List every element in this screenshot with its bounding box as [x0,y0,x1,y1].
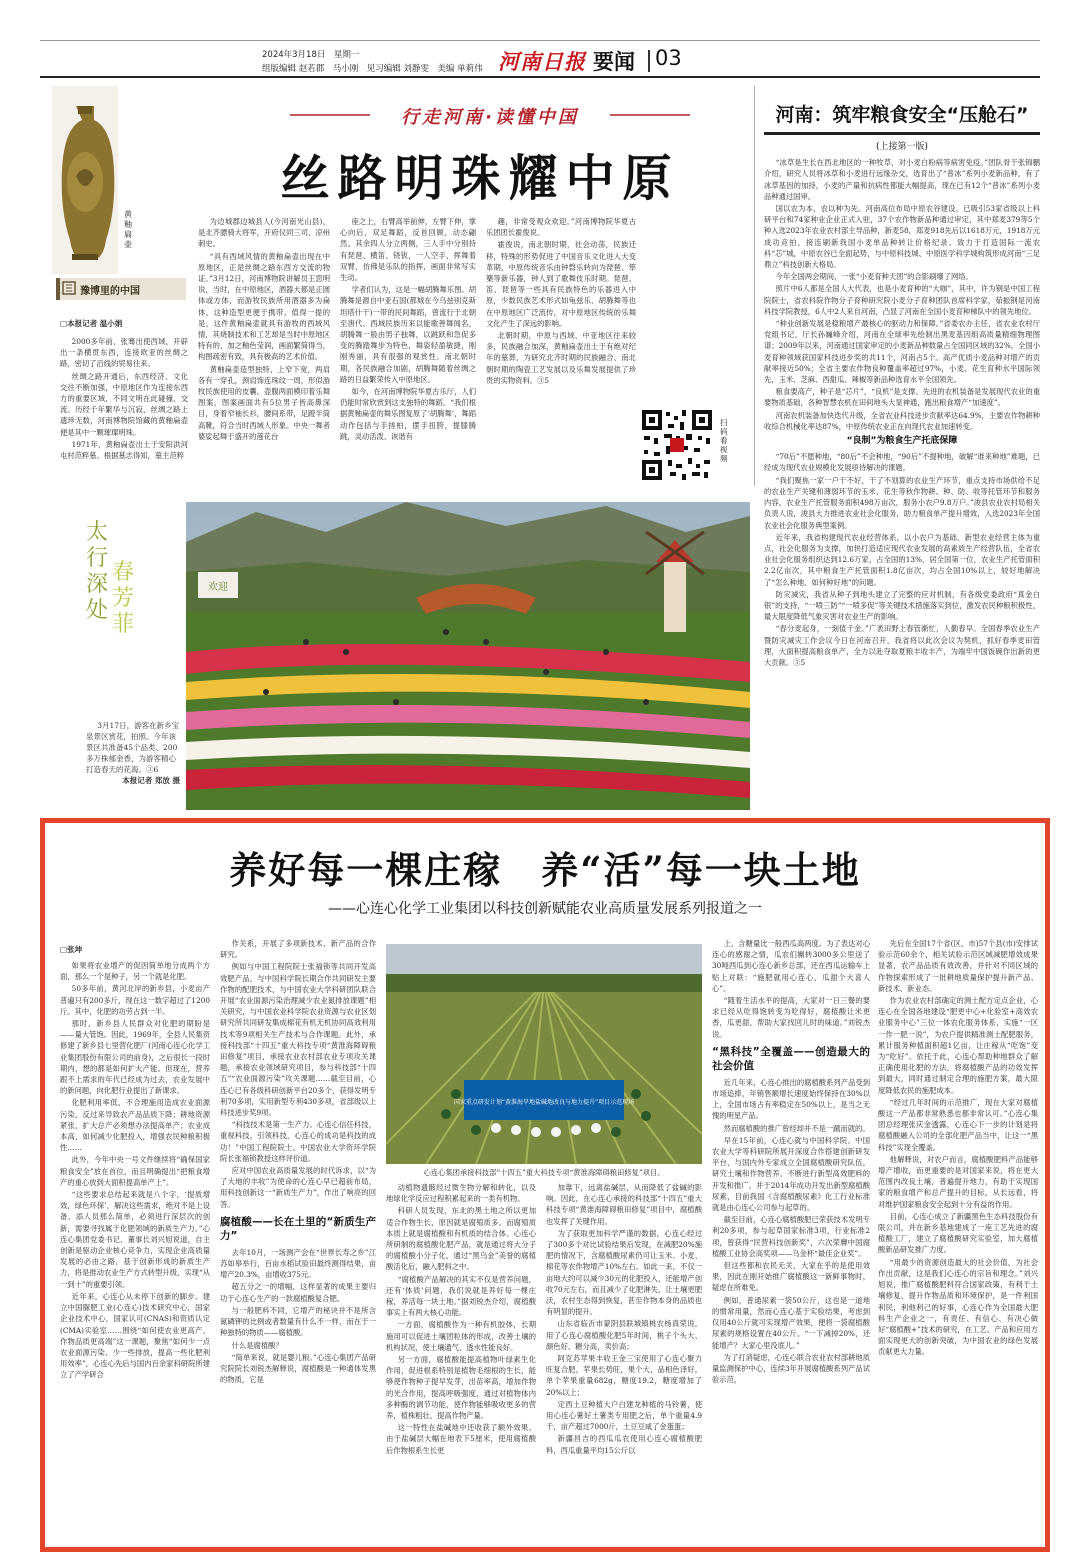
paragraph: 去年10月，一场测产会在“世界长寿之乡”江苏如皋举行，百亩水稻试验田最终测得结果，亩增产20.3%，亩增收375元。 [220,1247,376,1280]
section-subhead: 腐植酸——长在土里的“新质生产力” [220,1215,376,1242]
caption-text: 3月17日，游客在新乡宝泉景区赏花，拍照。今年该景区共准备45个品类、200多万株郁金香，为游客精心打造春天的花海。③6 [86,721,180,774]
park-sign-text: 欢迎 [208,582,228,593]
paragraph: 作关系，开展了多项新技术、新产品的合作研究。 [220,939,376,960]
paragraph: 截至目前，心连心腐植酸肥已荣获技术发明专利20多项，参与起草国家标准3项，行业标准2项，曾获得“民营科技创新奖”，六次荣膺中国腐植酸工业协会高奖项——乌金杯“最佳企业奖”。 [712,1215,870,1258]
paragraph: 北朝时期，中原与西域、中亚地区往来较多，民族融合加深，黄釉扁壶出土于有绝对纪年的墓葬，为研究北齐时期的民族融合、南北朝时期的陶瓷工艺发展以及乐舞发展提供了珍贵的实物资料。③5 [486,331,636,385]
article2-title: 养好每一棵庄稼 养“活”每一块土地 [229,848,861,892]
paragraph: 今年全国两会期间，一张“小麦育种天团”的合影刷爆了网络。 [775,272,973,282]
right-subhead: “良制”为粮食生产托底保障 [846,436,958,447]
paragraph: 为边城郡边城县人(今河南光山县)，是北齐骠骑大将军，开府仪同三司、凉州刺史。 [198,217,330,249]
paragraph: 应对中国农业高质量发展的时代诉求，以“为了大地的丰收”为使命的心连心早已超前布局，用科技创新这一“新质生产力”，作出了响亮的回答。 [220,1166,376,1209]
photo-title-a: 太行深处 [86,520,109,623]
column-ribbon-text: 豫博里的中国 [80,286,140,297]
paragraph: 丝绸之路开通后，东西经济、文化交往不断加强，中原地区作为连接东西方的重要区域，不同文明在此碰撞、交流。历经千年繁华与沉寂，丝绸之路上遗珍无数，河南博物院馆藏的黄釉扁壶便是其中一颗璀璨明珠。 [60,371,188,437]
photo-credit: 本报记者 郑放 摄 [122,776,180,785]
paragraph: 另一方面，腐植酸能提高植物叶绿素生化作用，促进根系特别是植物毛细根的生长，能够使作物种子提早发芽，出苗率高，增加作物的光合作用，提高呼吸强度，通过对植物体内多种酶的调节功能，使作物能够吸收更多的营养，植株粗壮，提高作物产量。 [386,1355,536,1421]
paragraph: 超五分之一的增幅，这样显著的成果主要归功于心连心生产的一款腐植酸复合肥。 [220,1282,376,1303]
article2-col1 [60,960,210,1542]
article1-col2 [198,216,330,488]
paragraph: 与一般肥料不同，它增产的秘诀并不是所含氮磷钾的比例或者数量有什么不一样，而在于一种独特的物质——腐植酸。 [220,1305,376,1338]
paragraph: 河南农机装备加快迭代升级，全省农业科技进步贡献率达64.9%，主要农作物耕种收综合机械化率达87%，中原传统农业正在向现代农业加速转变。 [764,410,1040,431]
kicker-text: 行走河南·读懂中国 [401,107,579,128]
article2-col4 [546,1182,702,1542]
paragraph: 例如，普通尿素一袋50公斤，这也是一道地的惯常用量，然而心连心基于实验结果，考虑到仅用40公斤就可实现增产效果，便将一袋腐植酸尿素的规格设置在40公斤。“一下减掉20%，还能增产？大家心里没底儿。” [712,1295,870,1350]
article2-col6 [878,938,1038,1542]
paragraph: “科技技术是第一生产力。心连心信任科技，重视科技，引领科技，心连心的成功是科技的成功！”中国工程院院士、中国农业大学资环学院院长张福锁教授这样评价道。 [220,1120,376,1163]
flower-park-photo [186,502,750,810]
header-rule [40,76,1040,78]
top-rule [40,40,1040,41]
article2-col5 [712,938,870,1542]
field-photo-caption: 心连心集团承接科技部“十四五”重大科技专项“黄淮海障碍粮田修复”项目。 [423,1168,665,1177]
column-divider [754,86,755,486]
photo-title-b: 春芳菲 [112,560,135,637]
paragraph: 近几年来，心连心推出的腐植酸系列产品受到市场追捧，年销售额增长速度始终保持在30%以上，全国市场占有率稳定在50%以上，是当之无愧的明星产品。 [712,1077,870,1121]
paragraph: 科研人员发现，东北的黑土地之所以更加适合作物生长，原因就是腐殖质多。而腐殖质本质上就是腐植酸和有机质的结合体。心连心所研制的腐植酸化肥产品，就是通过将大分子的腐植酸小分子化，通过“黑乌金”美誉的腐植酸活化后，融入肥料之中。 [386,1206,536,1272]
paragraph: 什么是腐植酸？ [231,1340,283,1350]
paragraph: 近年来，我省构建现代农业经营体系，以小农户为基础、新型农业经营主体为重点，社会化服务为支撑，加快打造适应现代农业发展的高素质生产经营队伍，全省农业社会化服务组织达到12.6万家，占全国的13%，居全国第一位，农业生产托管面积2.2亿亩次，其中粮食生产托管面积1.8亿亩次，均占全国10%以上，较好地解决了“怎么种地、如何种好地”的问题。 [764,532,1040,587]
banner-text: 国家重点研发计划“黄淮海旱地盐碱地改良与地力提升”项目示范现场 [453,1099,635,1106]
paragraph: 例如与中国工程院院士张福锁等共同开发高效肥产品，与中国科学院长期合作共同研发主要作物的配肥技术，与中国农业大学科研团队联合开展“农业面源污染治理减少农业氮排放课题”相关研究，与中国农业科学院农业资源与农业区划研究所共同研发集成棉花有机无机协同高效利用技术等9项相关生产技术与合作课题。此外，承接科技部“十四五”重大科技专项“黄淮海障碍粮田修复”项目，承接农业农村部农业专项攻关课题，承接农业领域研究项目，参与科技部“十四五”“农业面源污染”攻关课题……截至目前，心连心已有各级科研创新平台20多个，获得发明专利70多项，实用新型专利430多项，省部级以上科技进步奖9项。 [220,962,376,1118]
paragraph: 加靠下，远离盐碱层，从而降低了盐碱的影响。因此，在心连心承接的科技部“十四五”重大科技专项“黄淮海障碍粮田修复”项目中，腐植酸也发挥了关键作用。 [546,1183,702,1226]
continued-note: (上接第一版) [875,142,929,152]
article2-col2 [220,938,376,1542]
byline: □本报记者 温小娟 [60,319,123,328]
paragraph: 作为农业农村部确定的测土配方定点企业，心连心在全国各地建设“肥更中心+化验室+高效农业服务中心”三位一体农化服务体系，实施“一区一作一肥一说”，为农户提供精准测土配肥服务，累计服务种植面积超1亿亩，让庄稼从“吃饱”变为“吃好”。依托于此，心连心帮助种地群众了解正确使用化肥的方法，将腐植酸产品的功效发挥到最大，同时通过制定合理的施肥方案，最大限度降低农民的施肥成本。 [878,996,1038,1095]
paragraph: 然而腐植酸的推广曾经却并不是一蹴而就的。 [723,1123,870,1133]
paragraph: 化肥利用率低，不合理施用造成农业面源污染，反过来导致农产品品质下降；耕地资源紧张，扩大总产必须想办法提高单产；农业成本高，如何减少化肥投入，增强农民种粮积极性…… [60,1098,210,1153]
paragraph: “简单来说，就是婴儿粮。”心连心集团产品研究院院长刘锐杰解释说，腐植酸是一种通体发黑的物质，它是 [220,1352,376,1385]
header-divider [648,50,650,72]
article1-col4 [486,216,636,488]
vase-photo [52,86,118,274]
paragraph: “腐植酸产品解决的其实不仅是营养问题，还有‘体质’问题，我们说就是养好每一棵庄稼，养活每一块土地。”据刘锐杰介绍，腐植酸事实上有两大核心功能。 [386,1274,536,1318]
paragraph: 国以农为本，农以种为先。河南高位布局中原农谷建设，已吸引53家省级以上科研平台和74家种业企业正式入驻，37个农作物新品种通过审定，其中郑麦379等5个种入选2023年农业农村部主导品种，新麦58，郑麦918先后以1618万元，1918万元成功竞拍，接连刷新我国小麦单品种转让价格纪录。致力于打造国际一流农科“芯”城，中原农谷已全面起势，与中原科技城、中原医学科学城构筑形成河南“三足鼎立”科技创新大格局。 [764,204,1040,270]
paragraph: 他解释说，对农户而言，腐植酸肥料产品能够增产增收，而更重要的是对国家来说，将在更大范围内改良土壤，普遍提升地力，有助于实现国家的粮食增产和总产提升的目标，从长远看，将对维护国家粮食安全起到十分有益的作用。 [878,1154,1038,1209]
paragraph: 一方面，腐植酸作为一种有机胶体，长期施用可以促进土壤团粒体的形成，改善土壤的机构状况，使土壤通气、透水性能良好。 [386,1320,536,1352]
vase-caption: 黄釉扁壶 [124,210,132,249]
date-line: 2024年3月18日 星期一 [262,50,360,60]
paragraph: 动植物遗骸经过微生物分解和转化，以及地球化学反应过程积累起来的一类有机物。 [386,1183,536,1204]
paragraph: 目前，心连心成立了新疆黑色生态科技股份有限公司，并在新乡基地建成了一座工艺先进的腐植酸工厂，建立了腐植酸研究实验室，加大腐植酸新品研发推广力度。 [878,1211,1038,1255]
paragraph: 霍俊说，南北朝时期，社会动荡，民族迁移，特殊的形势促进了中国音乐文化进入大变革期，中原传统音乐由钟磬乐转向为琵琶、筚篥等新乐器，钟人到了歌舞伎乐时期。琵琶、笛、琵琶等一些具有民族特色的乐器进入中原，少数民族艺术形式如龟兹乐、胡腾舞等也在中原地区广泛流传，对中原地区传统的乐舞文化产生了深远的影响。 [486,240,636,328]
museum-icon [62,281,76,295]
section-subhead: “黑科技”全覆盖——创造最大的社会价值 [712,1045,870,1072]
paragraph: 2000多年前，张骞出使西域，开辟出一条横贯东西，连接欧亚的丝绸之路，密切了沿线的贸易往来。 [60,337,188,369]
paragraph: “用最少的资源创造最大的社会价值，为社会作出贡献，这是我们心连心的宗旨和理念。”刘兴旭说，推广腐植酸肥料符合国家政策，有利于土壤修复，提升作物品质和环境保护，是一件利国利民，利他利己的好事，心连心作为全国最大肥料生产企业之一，有责任、有信心、有决心做好“腐植酸+”技术的研究，在工艺、产品和应用方面实现更大的创新突破，为中国农业的绿色发展贡献更大力量。 [878,1257,1038,1357]
paragraph: “具有西域风情的黄釉扁壶出现在中原地区，正是丝绸之路东西方交流的物证。”3月12日，河南博物院讲解员王思明说，当时，在中原地区，酒器大都是正圆体或方体，而游牧民族所用酒器多为扁体，这种造型更便于携带。值得一提的是，这件黄釉扁壶就具有游牧的西域风情，其烧制技术和工艺却是当时中原地区特有的，加之釉色莹润，画面繁简得当，构图疏密有致，具有极高的艺术价值。 [198,251,330,362]
byline: □张坤 [60,945,83,954]
paragraph: 为了打消疑虑，心连心联合农业农村部耕地质量监测保护中心，连续3年开展腐植酸系列产品试验示范， [712,1352,870,1385]
right-article-body [764,138,1040,816]
paragraph: 近年来，心连心从未停下创新的脚步。建立中国脲肥工业(心连心)技术研究中心，国家企业技术中心，国家认可(CNAS)和资质认定(CMA)实验室……围绕“如何使农业更高产、作物品质更高端”这一课题，聚焦“如何少一点农业面源污染、少一些排放，提高一些化肥利用效率”，心连心先后与国内百余家科研院所建立了产学研合 [60,1291,210,1380]
paragraph: 但这些都和农民无关，大家在乎的是使用效果，因此在刚开始推广腐植酸这一新鲜事物时，疑虑在所难免。 [712,1261,870,1293]
paragraph: 趣，非常受观众欢迎。”河南博物院华夏古乐团团长霍俊说。 [486,217,636,238]
paragraph: “这些要求总结起来就是八个字，‘提质增效，绿色环保’，解决这些需求，绝对不是上设备、添人员那么简单，必须进行深层次的创新，需要寻找属于化肥领域的新质生产力。”心连心集团党委书记、董事长刘兴旭说道，自主创新是驱动企业核心竞争力，实现企业高质量发展的必由之路，基于创新形成的新质生产力，将是推动农业生产方式转型升级、实现“从一到十”的重要引领。 [60,1190,210,1289]
paragraph: 黄釉扁壶造型独特，上窄下宽，两肩各有一穿孔，颈肩饰连珠纹一周，形似游牧民族使用的皮囊。壶腹两面模印着乐舞图案，图案画面共有5位男子皆高鼻深目，身着窄袖长衫，腰间系带，足蹬半筒高靴，符合当时西域人形象。中央一舞者婆娑起舞于盛开的莲花台 [198,364,330,441]
qr-caption: 扫码看视频 [720,418,728,463]
paragraph: 山东省临沂市蒙阴县联城镇桃农杨真荣说，用了心连心腐植酸化肥5年时间，桃子个头大、颜色好、糖分高，卖价高； [546,1319,702,1351]
photo-caption [86,720,180,786]
paragraph: 此外，今年中央一号文件继续将“确保国家粮食安全”放在首位，而且明确提出“把粮食增产的重心放到大面积提高单产上”。 [60,1155,210,1187]
paragraph: 如今，在河南博物院华夏古乐厅，人们仍能时常欣赏到这支独特的舞蹈。“我们根据黄釉扁壶的舞乐图复原了‘胡腾舞’，舞蹈动作包括与手搓柏，摆手扭胯，提膝腾跳，灵动活泼、诙谐有 [340,387,476,441]
paragraph: 早在15年前，心连心就与中国科学院、中国农业大学等科研院所展开深度合作搭建创新研发平台，与国内外专家成立全国腐植酸研究队伍，研究土壤和作物营养，不断进行新型高效肥料的开发和推广，并于2014年成功开发出新型腐植酸尿素，目前我国《含腐植酸尿素》化工行业标准就是由心连心公司参与起草的。 [712,1135,870,1213]
article2-subtitle: ——心连心化学工业集团以科技创新赋能农业高质量发展系列报道之一 [328,901,762,917]
paragraph: “种业创新发展是稳粮增产最核心的驱动力和保障。”省委农办主任，省农业农村厅党组书记，厅长孙巍峰介绍，河南在全球率先绘制出黑麦基因组高质量精细物理图谱；2009年以来，河南通过国家审定的小麦新品种数量占全国同区域的32%，全国小麦育种领域获国家科技进步奖的共11个，河南占5个。高产优质小麦品种对增产的贡献率接近50%；全省主要农作物良种覆盖率超过97%，小麦、花生育种水平国际领先，玉米、芝麻、西甜瓜、辣椒等新品种选育水平全国领先。 [764,319,1040,385]
field-photo [386,944,702,1164]
paragraph: 上，含糖量比一般西瓜高两度。为了表达对心连心的感谢之情，瓜农们辗转3000多公里送了30吨西瓜到心连心新乡总部，还在西瓜运输车上贴上对联：“施肥就用心连心，瓜甜个大喜人心”。 [712,939,870,993]
paragraph: 那时，新乡县人民群众对化肥的期盼是——量大管饱。因此，1969年，全县人民集资修建了新乡县七里营化肥厂(河南心连心化学工业集团股份有限公司的前身)，之后很长一段时期内，想的都是如何扩大产能。但现在，营养跟不上需求的年代已经成为过去，农业发展中的新问题，向化肥行业提出了新课求。 [60,1019,210,1096]
paragraph: 防灾减灾，我省从种子到地头建立了完整的应对机制，有各级党委政府“真金白银”的支持，“一喷三防”“一喷多促”等关键技术措施落实到位，激发农民种粮积极性，最大限度降低气象灾害对农业生产的影响。 [764,589,1040,622]
article1-title: 丝路明珠耀中原 [280,149,680,207]
paragraph: 座之上，右臂高举前伸，左臂下伸，掌心向后，双足舞蹈，反首回顾，动态翩然。其余四人分立两侧，三人手中分别持有琵琶、横笛、铙钹，一人空手，挥舞着双臂，仿佛是乐队的指挥，画面非常写实生动。 [340,217,476,283]
paragraph: 这一特性在盐碱地中还收获了额外效果。由于盐碱层大幅在地表下5厘米，使用腐植酸后作物根系生长更 [386,1423,536,1455]
header-info [262,48,483,76]
right-title-rule [764,132,1040,135]
paragraph: 1971年，黄釉扁壶出土于安阳洪河屯村范粹墓。根据墓志得知，墓主范粹 [60,439,188,461]
qr-code[interactable] [640,408,714,482]
paragraph: 如果将农业增产的促因简单地分成两个方面，那么一个是种子，另一个就是化肥。 [60,961,210,982]
paragraph: 学者们认为，这是一幅胡腾舞乐图。胡腾舞是源自中亚石国(都城在今乌兹别克斯坦塔什干)一带的民间舞蹈，曾流行于北朝至唐代。西域民族历来以能歌善舞闻名，胡腾舞一般由男子独舞，以跳跃和急促多变的腾踏舞步为特色，舞姿轻盈敏捷，刚刚秀丽，具有很强的观赏性。南北朝时期，各民族融合加剧，胡腾舞随着丝绸之路的日益繁荣传入中原地区。 [340,285,476,384]
section-name: 要闻 [593,50,635,74]
article1-col1 [60,336,188,486]
newspaper-logo: 河南日报 [498,49,586,74]
paragraph: “冰草是生长在西北地区的一种牧草，对小麦白粉病等病害免疫。”团队骨干张锦鹏介绍，研究人员将冰草和小麦进行远缘杂交，选育出了“普冰”系列小麦新品种，有了冰草基因的加持，小麦的产量和抗病性都能大幅提高，现在已有12个“普冰”系列小麦品种通过国审。 [764,158,1040,201]
paragraph: 阿克苏苹果丰收王金三宝使用了心连心聚力旺复合肥，苹果长势旺，果个大，品相色泽好，单个苹果重量682g，糖度19.2，糖度增加了20%以上； [546,1354,702,1397]
paragraph: 先后在全国17个省(区、市)57个县(市)安排试验示范60余个，相关试验示范区域减肥增效成果显著，农产品品质有效改善，并针对不同区域的作物探索形成了一批耕地质量保护提升新产品、新技术、新业态。 [878,939,1038,993]
paragraph: 新疆昌吉的西瓜瓜农使用心连心腐植酸肥料，西瓜重量平均15公斤以 [546,1434,702,1455]
article2-col3 [386,1182,536,1542]
editors-line: 组版编辑 赵若郡 马小刚 见习编辑 刘静雯 美编 单莉伟 [262,64,483,74]
paragraph: 为了获取更加科学严谨的数据，心连心经过了300多个对比试验结果后发现，在减肥20%施肥的情况下，含腐植酸尿素仍可让玉米、小麦、棉花等农作物增产10%左右。如此一来，不仅一亩地大约可以减少30元的化肥投入，还能增产创收70元左右，而且减少了化肥淋失，让土壤更肥沃，农村生态得到恢复，甚至作物本身的品质也有明显的提升。 [546,1228,702,1317]
paragraph: “我们聚焦一家一户干不好，干了不划算的农业生产环节，重点支持市场供给不足的农业生产关键和薄弱环节的玉米、花生等秋作物耕、种、防、收等托管环节和服务内容，农业生产托管服务面积498万亩次，服务小农户9.8万户。”浚县农业农村局相关负责人说，浚县大力推进农业社会化服务，助力粮食单产提升增效，入选2023年全国农业社会化服务典型案例。 [764,475,1040,530]
article1-col3 [340,216,476,488]
paragraph: “经过几年时间的示范推广，现在大家对腐植酸这一产品都非常熟悉也都非常认可。”心连心集团总经理张庆金透露，心连心下一步的计划是将腐植酸融入公司的全部化肥产品当中，让这一“黑科技”实现全覆盖。 [878,1097,1038,1152]
page-number: 03 [655,46,682,70]
paragraph: 50多年前，黄河北岸的新乡县，小麦亩产普遍只有200多斤，现在这一数字超过了1200斤。其中，化肥的功劳占到一半。 [60,984,210,1016]
paragraph: “70后”不愿种地，“80后”不会种地，“90后”不提种地，破解“谁来种地”难题，已经成为现代农业规模化发展亟待解决的课题。 [764,452,1040,473]
paragraph: 粮食要高产，种子是“芯片”，“良机”是支撑。先进的农机装备是发展现代农业的重要物质基础，各种智慧农机在田间地头大显神通，跑出粮食增产“加速度”。 [764,387,1040,408]
paragraph: 照片中6人都是全国人大代表，也是小麦育种的“大咖”，其中，许为钢是中国工程院院士，省农科院作物分子育种研究院小麦分子育种团队首席科学家，茹振钢是河南科技学院教授，6人中2人来自河南，凸显了河南在全国小麦育种梯队中的领先地位。 [764,284,1040,316]
paragraph: 定西土豆种植大户白建龙种植的马铃薯，使用心连心薯好土薯类专用肥之后，单个重量4.9千，亩产超过7000斤，土豆豆咸了金蛋蛋； [546,1399,702,1432]
paragraph: “春分麦起身，一刻值千金。”广袤田野上春管渐忙，人勤春早。全国春季农业生产暨防灾减灾工作会议今日在河南召开，我省将以此次会议为契机，抓好春季麦田管理，大面积提高粮食单产，全力以赴夺取夏粮丰收丰产，为端牢中国饭碗作出新的更大贡献。③5 [764,624,1040,667]
paragraph: “随着生活水平的提高，大家对一日三餐的要求已经从吃得饱转变为吃得好，腐植酸让米更香，瓜更甜，帮助大家找回儿时的味道。”刘锐杰说。 [712,996,870,1039]
right-article-title: 河南：筑牢粮食安全“压舱石” [775,104,1029,126]
